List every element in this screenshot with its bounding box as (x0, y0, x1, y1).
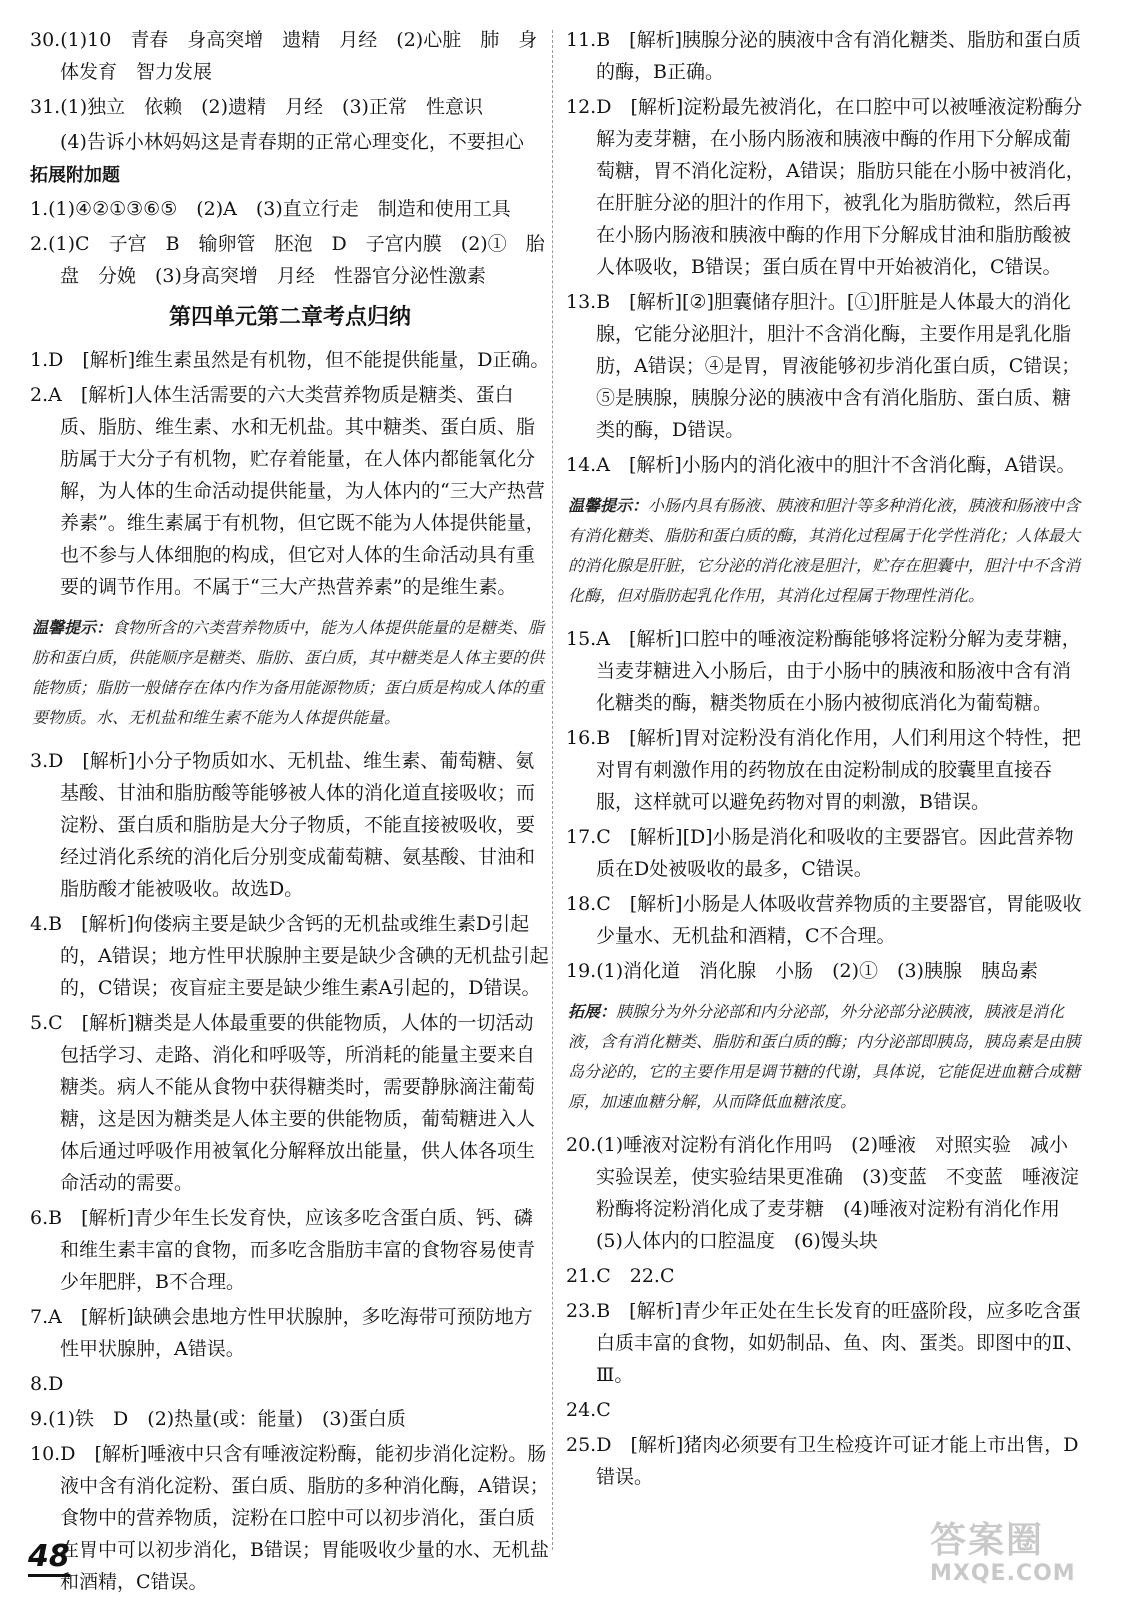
answer-item: 5.C [解析]糖类是人体最重要的供能物质，人体的一切活动包括学习、走路、消化和呼吸等，所消耗的能量主要来自糖类。病人不能从食物中获得糖类时，需要静脉滴注葡萄糖，这是因为糖类是人体主要的供能物质，葡萄糖进入人体后通过呼吸作用被氧化分解释放出能量，供人体各项生命活动的需要。 (30, 1012, 536, 1194)
answer-item: 17.C [解析][D]小肠是消化和吸收的主要器官。因此营养物质在D处被吸收的最多，C错误。 (566, 826, 1074, 880)
answer-item: 23.B [解析]青少年正处在生长发育的旺盛阶段，应多吃含蛋白质丰富的食物，如奶制品、鱼、肉、蛋类。即图中的Ⅱ、Ⅲ。 (566, 1300, 1084, 1386)
answer-item: 6.B [解析]青少年生长发育快，应该多吃含蛋白质、钙、磷和维生素丰富的食物，而多吃含脂肪丰富的食物容易使青少年肥胖，B不合理。 (30, 1207, 536, 1293)
tip-box (30, 613, 550, 733)
answer-item: 14.A [解析]小肠内的消化液中的胆汁不含消化酶，A错误。 (566, 454, 1076, 476)
answer-item: 18.C [解析]小肠是人体吸收营养物质的主要器官，胃能吸收少量水、无机盐和酒精，C不合理。 (566, 893, 1082, 947)
answer-item: 25.D [解析]猪肉必须要有卫生检疫许可证才能上市出售，D错误。 (566, 1434, 1079, 1488)
answer-item: 1.D [解析]维生素虽然是有机物，但不能提供能量，D正确。 (30, 349, 550, 371)
tip-text: 食物所含的六类营养物质中，能为人体提供能量的是糖类、脂肪和蛋白质，供能顺序是糖类、脂肪、蛋白质，其中糖类是人体主要的供能物质；脂肪一般储存在体内作为备用能源物质；蛋白质是构成人体的重要物质。水、无机盐和维生素不能为人体提供能量。 (32, 618, 545, 727)
page-number: 48 (28, 1540, 70, 1577)
answer-item: 16.B [解析]胃对淀粉没有消化作用，人们利用这个特性，把对胃有刺激作用的药物放在由淀粉制成的胶囊里直接吞服，这样就可以避免药物对胃的刺激，B错误。 (566, 727, 1082, 813)
answer-item: 7.A [解析]缺碘会患地方性甲状腺肿，多吃海带可预防地方性甲状腺肿，A错误。 (30, 1306, 533, 1360)
answer-item: 3.D [解析]小分子物质如水、无机盐、维生素、葡萄糖、氨基酸、甘油和脂肪酸等能够被人体的消化道直接吸收；而淀粉、蛋白质和脂肪是大分子物质，不能直接被吸收，要经过消化系统的消化后分别变成葡萄糖、氨基酸、甘油和脂肪酸才能被吸收。故选D。 (30, 750, 536, 900)
answer-item: 24.C (566, 1399, 611, 1421)
answer-item: 2.(1)C 子宫 B 输卵管 胚泡 D 子宫内膜 (2)① 胎盘 分娩 (3)身高突增 月经 性器官分泌性激素 (30, 233, 545, 287)
answer-item: 10.D [解析]唾液中只含有唾液淀粉酶，能初步消化淀粉。肠液中含有消化淀粉、蛋白质、脂肪的多种消化酶，A错误；食物中的营养物质，淀粉在口腔中可以初步消化，蛋白质在胃中可以初步消化，B错误；胃能吸收少量的水、无机盐和酒精，C错误。 (30, 1443, 549, 1593)
answer-item: 21.C 22.C (566, 1265, 675, 1287)
extension-heading: 拓展附加题 (30, 165, 120, 186)
tip-box (566, 491, 1086, 611)
answer-item: 19.(1)消化道 消化腺 小肠 (2)① (3)胰腺 胰岛素 (566, 960, 1038, 982)
answer-item: 31.(1)独立 依赖 (2)遗精 月经 (3)正常 性意识 (30, 96, 483, 118)
watermark-text: 答案圈 (930, 1520, 1045, 1561)
answer-item: (4)告诉小林妈妈这是青春期的正常心理变化，不要担心 (60, 131, 524, 153)
watermark-url: MXQE.COM (930, 1561, 1076, 1586)
column-divider (552, 30, 553, 1550)
tip-text: 胰腺分为外分泌部和内分泌部，外分泌部分泌胰液，胰液是消化液，含有消化糖类、脂肪和蛋白质的酶；内分泌部即胰岛，胰岛素是由胰岛分泌的，它的主要作用是调节糖的代谢，具体说，它能促进血糖合成糖原，加速血糖分解，从而降低血糖浓度。 (568, 1002, 1081, 1111)
extension-box (566, 997, 1086, 1117)
chapter-title: 第四单元第二章考点归纳 (168, 305, 411, 330)
answer-item: 11.B [解析]胰腺分泌的胰液中含有消化糖类、脂肪和蛋白质的酶，B正确。 (566, 29, 1082, 83)
right-column (566, 24, 1086, 1496)
answer-item: 2.A [解析]人体生活需要的六大类营养物质是糖类、蛋白质、脂肪、维生素、水和无机盐。其中糖类、蛋白质、脂肪属于大分子有机物，贮存着能量，在人体内都能氧化分解，为人体的生命活动提供能量，为人体内的“三大产热营养素”。维生素属于有机物，但它既不能为人体提供能量，也不参与人体细胞的构成，但它对人体的生命活动具有重要的调节作用。不属于“三大产热营养素”的是维生素。 (30, 384, 545, 598)
answer-item: 12.D [解析]淀粉最先被消化，在口腔中可以被唾液淀粉酶分解为麦芽糖，在小肠内肠液和胰液中酶的作用下分解成葡萄糖，胃不消化淀粉，A错误；脂肪只能在小肠中被消化，在肝脏分泌的胆汁的作用下，被乳化为脂肪微粒，然后再在小肠内肠液和胰液中酶的作用下分解成甘油和脂肪酸被人体吸收，B错误；蛋白质在胃中开始被消化，C错误。 (566, 96, 1085, 278)
answer-item: 30.(1)10 青春 身高突增 遗精 月经 (2)心脏 肺 身体发育 智力发展 (30, 29, 538, 83)
left-column (30, 24, 550, 1601)
answer-item: 13.B [解析][②]胆囊储存胆汁。[①]肝脏是人体最大的消化腺，它能分泌胆汁，胆汁不含消化酶，主要作用是乳化脂肪，A错误；④是胃，胃液能够初步消化蛋白质，C错误；⑤是胰腺，胰腺分泌的胰液中含有消化脂肪、蛋白质、糖类的酶，D错误。 (566, 291, 1081, 441)
answer-item: 15.A [解析]口腔中的唾液淀粉酶能够将淀粉分解为麦芽糖，当麦芽糖进入小肠后，由于小肠中的胰液和肠液中含有消化糖类的酶，糖类物质在小肠内被彻底消化为葡萄糖。 (566, 628, 1081, 714)
tip-label: 拓展： (568, 1002, 617, 1021)
tip-text: 小肠内具有肠液、胰液和胆汁等多种消化液，胰液和肠液中含有消化糖类、脂肪和蛋白质的酶，其消化过程属于化学性消化；人体最大的消化腺是肝脏，它分泌的消化液是胆汁，贮存在胆囊中，胆汁中不含消化酶，但对脂肪起乳化作用，其消化过程属于物理性消化。 (568, 496, 1081, 605)
tip-label: 温馨提示： (568, 496, 649, 515)
tip-label: 温馨提示： (32, 618, 113, 637)
watermark-logo (930, 1520, 1110, 1590)
answer-item: 20.(1)唾液对淀粉有消化作用吗 (2)唾液 对照实验 减小实验误差，使实验结果更准确 (3)变蓝 不变蓝 唾液淀粉酶将淀粉消化成了麦芽糖 (4)唾液对淀粉有消化作用 (5)人体内的口腔温度 (6)馒头块 (566, 1134, 1079, 1252)
answer-item: 8.D (30, 1373, 64, 1395)
answer-item: 1.(1)④②①③⑥⑤ (2)A (3)直立行走 制造和使用工具 (30, 198, 511, 220)
answer-item: 9.(1)铁 D (2)热量(或：能量) (3)蛋白质 (30, 1408, 406, 1430)
answer-item: 4.B [解析]佝偻病主要是缺少含钙的无机盐或维生素D引起的，A错误；地方性甲状腺肿主要是缺少含碘的无机盐引起的，C错误；夜盲症主要是缺少维生素A引起的，D错误。 (30, 913, 549, 999)
